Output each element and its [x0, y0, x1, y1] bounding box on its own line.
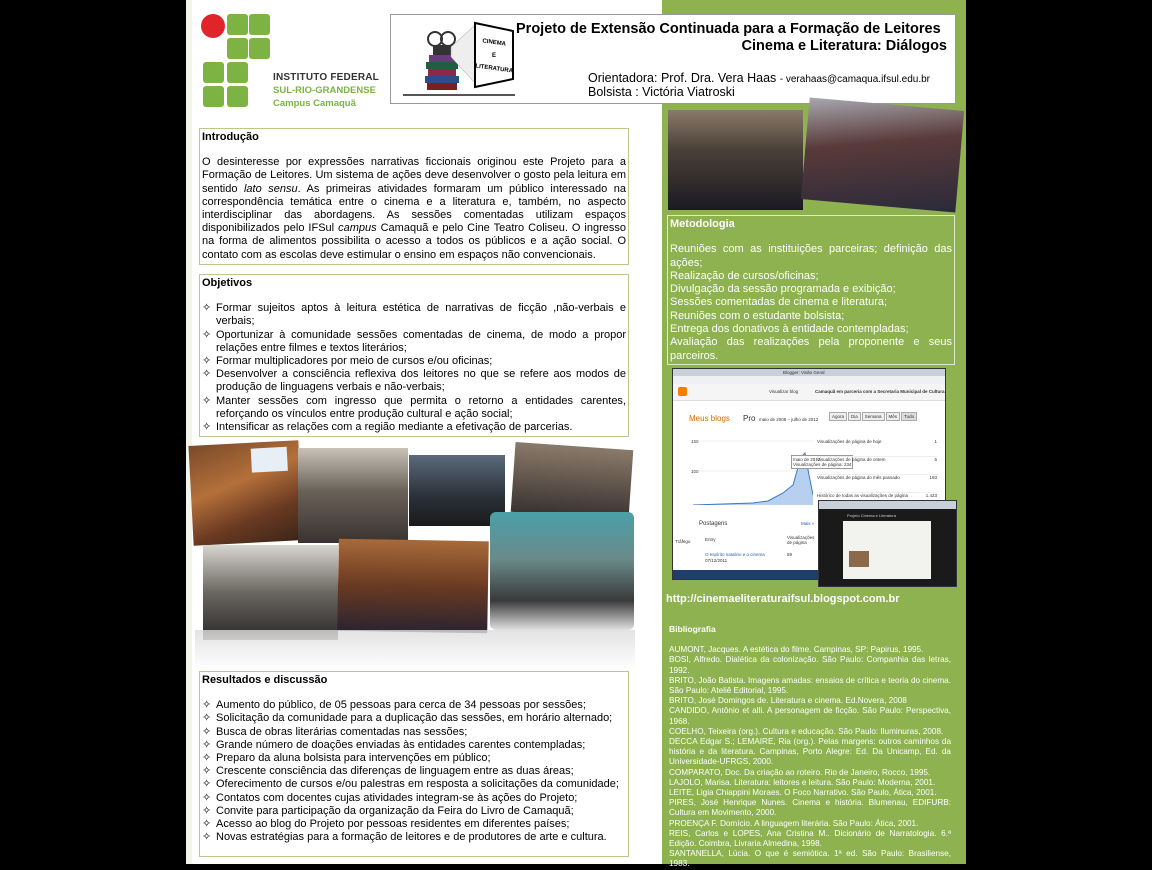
entry-column-header: Entry — [705, 537, 716, 542]
logo-square — [227, 14, 248, 35]
blog-post-image — [849, 551, 869, 567]
metodologia-box — [667, 215, 955, 365]
logo-square — [227, 38, 248, 59]
bibliografia-entry: LAJOLO, Marisa. Literatura: leitores e leitura. São Paulo: Moderna, 2001. — [669, 777, 936, 787]
svg-text:LITERATURA: LITERATURA — [474, 63, 514, 75]
blogger-header — [673, 384, 945, 401]
orientadora-email: - verahaas@camaqua.ifsul.edu.br — [779, 74, 930, 85]
bibliografia-entry: DECCA Edgar S.; LEMAIRE, Ria (org.). Pelas margens: outros caminhos da história e da literatura. Campinas, Porto Alegre: Ed. Da Unicamp, Ed. da Universidade-UFRGS, 2000. — [669, 737, 951, 767]
photo-meeting — [801, 97, 964, 212]
browser-tabbar — [673, 369, 945, 376]
orientadora-line — [588, 71, 930, 85]
postagens-label: Postagens — [699, 521, 728, 527]
y-tick-label: 150 — [691, 439, 699, 444]
photo-auditorium — [188, 440, 303, 546]
bibliografia-title: Bibliografia — [669, 624, 716, 634]
svg-text:E: E — [491, 53, 497, 59]
ifsul-logo — [201, 14, 381, 114]
objetivos-box — [199, 274, 629, 437]
meus-blogs-label: Meus blogs — [689, 414, 730, 423]
views-column-header: Visualizações de página — [787, 535, 815, 545]
stats-table — [817, 439, 937, 505]
photo-students — [668, 110, 803, 210]
photo-delivery — [490, 512, 634, 630]
orientadora-name: Orientadora: Prof. Dra. Vera Haas — [588, 71, 777, 85]
introducao-box — [199, 128, 629, 265]
stats-row: Histórico de todas as visualizações de página 1.423 — [817, 493, 937, 498]
trafego-label: Tráfego — [675, 539, 691, 544]
resultados-box — [199, 671, 629, 857]
blog-url[interactable]: http://cinemaeliteraturaifsul.blogspot.com.br — [666, 593, 900, 605]
logo-square — [203, 62, 224, 83]
range-button-tudo[interactable]: Tudo — [901, 412, 917, 421]
list-item: ✧ Novas estratégias para a formação de leitores e de produtores de arte e cultura. — [202, 831, 626, 844]
film-projector-books-icon — [403, 17, 515, 101]
chart-tooltip: maio de 2012 Visualizações de página: 234 — [793, 457, 852, 467]
list-item: ✧ Solicitação da comunidade para a duplicação das sessões, em horário alternado; — [202, 712, 626, 725]
date-range: maio de 2008 – julho de 2012 — [759, 417, 819, 422]
mais-link[interactable]: Mais » — [801, 521, 815, 526]
logo-line2: SUL-RIO-GRANDENSE — [273, 85, 376, 96]
logo-square — [249, 38, 270, 59]
metodologia-line: Reuniões com o estudante bolsista; — [670, 309, 845, 322]
list-item: ✧ Formar multiplicadores por meio de cursos e/ou oficinas; — [202, 355, 626, 368]
logo-line1: INSTITUTO FEDERAL — [273, 72, 379, 83]
list-item: ✧ Grande número de doações enviadas às entidades carentes contempladas; — [202, 739, 626, 752]
bibliografia-entry: LEITE, Ligia Chiappini Moraes. O Foco Narrativo. São Paulo, Ática, 2001. — [669, 788, 937, 798]
project-title: Projeto de Extensão Continuada para a Formação de Leitores — [516, 21, 941, 37]
stats-row: Visualizações de página de hoje 1 — [817, 439, 937, 457]
browser-tab: Blogger: Visão Geral — [783, 370, 825, 375]
pageviews-line-chart — [693, 435, 813, 505]
range-button-agora[interactable]: Agora — [829, 412, 847, 421]
visualizar-blog-link: Visualizar blog — [769, 389, 799, 394]
logo-red-dot — [201, 14, 225, 38]
y-tick-label: 100 — [691, 469, 699, 474]
project-header — [390, 14, 956, 104]
bibliografia-section — [669, 624, 951, 870]
poster-left-margin — [186, 0, 192, 864]
list-item: ✧ Busca de obras literárias comentadas nas sessões; — [202, 726, 626, 739]
list-item: ✧ Oportunizar à comunidade sessões comentadas de cinema, de modo a propor relações entre filmes e textos literários; — [202, 329, 626, 355]
metodologia-line: Reuniões com as instituições parceiras; definição das ações; — [670, 243, 952, 269]
logo-square — [227, 86, 248, 107]
post-views: 59 — [787, 552, 793, 557]
list-item: ✧ Preparo da aluna bolsista para intervenções em público; — [202, 752, 626, 765]
logo-square — [227, 62, 248, 83]
pro-label: Pro — [743, 414, 756, 423]
post-date: 07/12/2011 — [705, 558, 728, 563]
list-item: ✧ Manter sessões com ingresso que permita o retorno a entidades carentes, reforçando os vínculos entre produção cultural e ação social; — [202, 395, 626, 421]
metodologia-line: Realização de cursos/oficinas; — [670, 269, 819, 282]
photo-audience — [298, 448, 408, 543]
browser-tabbar — [819, 501, 956, 509]
objetivos-list — [202, 302, 626, 434]
photo-donations — [203, 545, 338, 640]
list-item: ✧ Oferecimento de cursos e/ou palestras em resposta a solicitações da comunidade; — [202, 778, 626, 791]
introducao-text: O desinteresse por expressões narrativas ficcionais originou este Projeto para a Formação de Leitores. Um sistema de ações deve desenvolver o gosto pela leitura em sentido lato sensu. As primeiras atividades formaram um público interessado na correspondência temática entre o cinema e a literatura e, também, no aspecto interdisciplinar das abordagens. As sessões comentadas utilizam espaços disponibilizados pelo IFSul campus Camaquã e pelo Cine Teatro Coliseu. O ingresso na forma de alimentos possibilita o acesso a todos os públicos e a ação social. O contato com as escolas deve estimular o ensino em espaços não convencionais. — [202, 156, 626, 261]
list-item: ✧ Intensificar as relações com a região mediante a efetivação de parcerias. — [202, 421, 626, 434]
list-item: ✧ Acesso ao blog do Projeto por pessoas residentes em diferentes países; — [202, 818, 626, 831]
bibliografia-entry: BRITO, João Batista. Imagens amadas: ensaios de crítica e teoria do cinema. São Paulo: Ateliê Editorial, 1995. — [669, 675, 952, 696]
range-button-dia[interactable]: Dia — [848, 412, 861, 421]
resultados-list — [202, 699, 626, 844]
blogger-icon — [678, 387, 687, 396]
resultados-title: Resultados e discussão — [202, 674, 328, 686]
metodologia-line: Sessões comentadas de cinema e literatura; — [670, 296, 888, 309]
stats-row: Visualizações de página do mês passado 193 — [817, 475, 937, 493]
blog-small-title: Projeto Cinema e Literatura — [847, 513, 896, 518]
bibliografia-entry: COMPARATO, Doc. Da criação ao roteiro. Rio de Janeiro, Rocco, 1995. — [669, 767, 931, 777]
bibliografia-entry: BOSI, Alfredo. Dialética da colonização. São Paulo: Companhia das letras, 1992. — [669, 655, 951, 675]
range-button-mes[interactable]: Mês — [886, 412, 901, 421]
metodologia-line: Divulgação da sessão programada e exibição; — [670, 283, 896, 296]
logo-square — [249, 14, 270, 35]
photo-group — [511, 442, 634, 520]
bibliografia-entry: AUMONT, Jacques. A estética do filme. Campinas, SP: Papirus, 1995. — [669, 645, 924, 655]
bibliografia-entry: SANTANELLA, Lúcia. O que é semiótica. 1ª ed. São Paulo: Brasiliense, 1983. — [669, 849, 951, 869]
metodologia-title: Metodologia — [670, 218, 735, 230]
metodologia-line: Avaliação das realizações pela proponente e seus parceiros. — [670, 336, 952, 362]
list-item: ✧ Contatos com docentes cujas atividades integram-se às ações do Projeto; — [202, 792, 626, 805]
svg-text:CINEMA: CINEMA — [482, 38, 507, 48]
blog-page-screenshot — [818, 500, 957, 587]
list-item: ✧ Crescente consciência das diferenças de linguagem entre as duas áreas; — [202, 765, 626, 778]
list-item: ✧ Formar sujeitos aptos à leitura estética de narrativas de ficção ,não-verbais e verbais; — [202, 302, 626, 328]
bibliografia-entry: PIRES, José Henrique Nunes. Cinema e história. Blumenau, EDIFURB: Cultura em Movimento, 2000. — [669, 798, 951, 818]
photo-reflection — [195, 630, 635, 670]
logo-square — [203, 86, 224, 107]
metodologia-line: Entrega dos donativos à entidade contempladas; — [670, 323, 909, 336]
range-buttons — [829, 412, 917, 421]
blog-header-text: Camaquã em parceria com a Secretaria Municipal de Cultura — [815, 389, 945, 394]
bibliografia-entry: COELHO, Teixeira (org.). Cultura e educação. São Paulo: Iluminuras, 2008. — [669, 726, 944, 736]
list-item: ✧ Aumento do público, de 05 pessoas para cerca de 34 pessoas por sessões; — [202, 699, 626, 712]
introducao-title: Introdução — [202, 131, 259, 143]
project-subtitle: Cinema e Literatura: Diálogos — [741, 38, 947, 54]
stats-row: Visualizações de página de ontem 6 — [817, 457, 937, 475]
blog-post-area — [843, 521, 931, 579]
post-link[interactable]: O espírito natalino e o cinema — [705, 552, 765, 557]
range-button-semana[interactable]: Semana — [862, 412, 885, 421]
bibliografia-entry: BRITO, José Domingos de. Literatura e cinema. Ed.Novera, 2008 — [669, 696, 907, 706]
photo-hall — [337, 539, 489, 634]
bibliografia-entry: CANDIDO, Antônio et alli. A personagem de ficção. São Paulo: Perspectiva, 1968. — [669, 706, 951, 726]
list-item: ✧ Desenvolver a consciência reflexiva dos leitores no que se refere aos modos de produção de linguagens verbais e não-verbais; — [202, 368, 626, 394]
bibliografia-entry: PROENÇA F. Domício. A linguagem literária. São Paulo: Ática, 2001. — [669, 818, 919, 828]
logo-line3: Campus Camaquã — [273, 98, 356, 109]
bibliografia-entry: REIS, Carlos e LOPES, Ana Cristina M.. Dicionário de Narratologia. 6.ª Edição. Coimbra, Livraria Almedina, 1998. — [669, 828, 951, 849]
objetivos-title: Objetivos — [202, 277, 253, 289]
bolsista-line: Bolsista : Victória Viatroski — [588, 85, 735, 99]
list-item: ✧ Convite para participação da organização da Feira do Livro de Camaquã; — [202, 805, 626, 818]
